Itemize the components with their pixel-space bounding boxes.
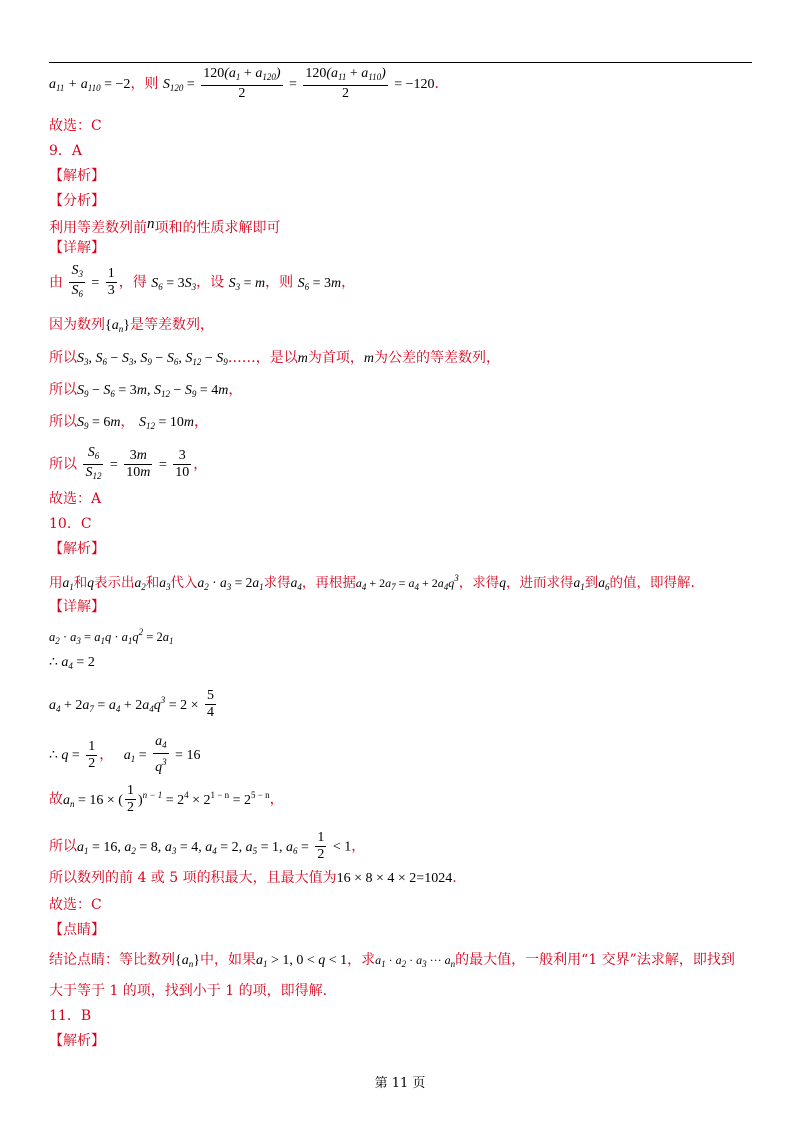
q10-answer-choice: 故选：C xyxy=(49,897,102,913)
q9-xiangjie-heading: 【详解】 xyxy=(49,240,105,256)
q10-ratio-equation-line: $a_4 + 2a_7 = a_4 + 2a_4q^3 = 2$ × $\frac{5}{4}$ xyxy=(49,688,214,720)
q9-final-ratio-line: 所以 $\frac{S_6}{S_{12}}$ = $\frac{3m}{10m}$ = $\frac{3}{10}$ ， xyxy=(49,445,207,484)
q10-xiangjie-heading: 【详解】 xyxy=(49,599,105,615)
q9-s9-s12-line: 所以$S_9 = 6m$， $S_{12} = 10m$， xyxy=(49,414,209,431)
q9-fenxi-text: 利用等差数列前n项和的性质求解即可 xyxy=(49,216,281,236)
q9-fenxi-heading: 【分析】 xyxy=(49,193,105,209)
q9-arith-seq-line: 因为数列$\{a_n\}$是等差数列， xyxy=(49,317,214,334)
q10-number: 10．C xyxy=(49,516,92,532)
q10-max-product-line: 所以数列的前 4 或 5 项的积最大，且最大值为16 × 8 × 4 × 2=1024. xyxy=(49,870,457,886)
q9-differences-line: 所以$S_9 - S_6 = 3m$, $S_{12} - S_9 = 4m$， xyxy=(49,382,243,399)
q10-a4-line: ∴ $a_4 = 2$ xyxy=(49,655,95,671)
q10-dianjing-line-1: 结论点睛：等比数列$\{a_n\}$中，如果$a_1 > 1$, 0 < q < 1，求$a_1 \cdot a_2 \cdot a_3$ ··· $a_n$的最大值，一般利用“1 交界”法求解，即找到 xyxy=(49,952,735,969)
q8-answer-choice: 故选：C xyxy=(49,118,102,134)
q9-ratio-line: 由 $\frac{S_3}{S_6}$ = $\frac{1}{3}$ ，得 $S_6 = 3S_3$，设 $S_3 = m$，则 $S_6 = 3m$， xyxy=(49,263,355,302)
q10-method-line: 用$a_1$和q表示出$a_2$和$a_3$代入$a_2 \cdot a_3 = 2a_1$求得$a_4$，再根据$a_4 + 2a_7 = a_4 + 2a_4q^3$，求得q，进而求得$a_1$到$a_6$的值，即得解. xyxy=(49,573,695,592)
q9-jiexi-heading: 【解析】 xyxy=(49,168,105,184)
q11-jiexi-heading: 【解析】 xyxy=(49,1033,105,1049)
q9-answer-choice: 故选：A xyxy=(49,491,102,507)
q10-dianjing-line-2: 大于等于 1 的项，找到小于 1 的项，即得解. xyxy=(49,983,328,999)
q10-general-term-line: 故$a_n = 16$ × ( $\frac{1}{2}$ )$^{n - 1} = 2^4 \times 2^{1 - n} = 2^{5 - n}$， xyxy=(49,783,284,815)
q10-product-line: $a_2 \cdot a_3 = a_1q \cdot a_1q^2 = 2a_1$ xyxy=(49,627,174,646)
s120-formula-line: $a_{11} + a_{110} = -2$，则 $S_{120}$ = $\frac{120(a_1 + a_{120})}{2}$ = $\frac{120(a_{11} + a_{110})}{2}$ = −120． xyxy=(49,66,449,101)
q10-q-a1-line: ∴ q = $\frac{1}{2}$ ， $a_1$ = $\frac{a_4}{q^3}$ = 16 xyxy=(49,734,201,775)
q10-jiexi-heading: 【解析】 xyxy=(49,541,105,557)
q10-dianjing-heading: 【点睛】 xyxy=(49,922,105,938)
q9-number: 9．A xyxy=(49,143,83,159)
header-rule xyxy=(49,62,752,63)
page-number: 第 11 页 xyxy=(374,1076,426,1091)
q11-number: 11．B xyxy=(49,1008,92,1024)
q9-partial-sums-line: 所以$S_3$, $S_6 - S_3$, $S_9 - S_6$, $S_{12}$ − $S_9\dots\dots$，是以m为首项，m为公差的等差数列， xyxy=(49,350,500,367)
q10-terms-line: 所以$a_1 = 16$, $a_2 = 8$, $a_3 = 4$, $a_4 = 2$, $a_5 = 1$, $a_6$ = $\frac{1}{2}$ < 1， xyxy=(49,830,366,862)
